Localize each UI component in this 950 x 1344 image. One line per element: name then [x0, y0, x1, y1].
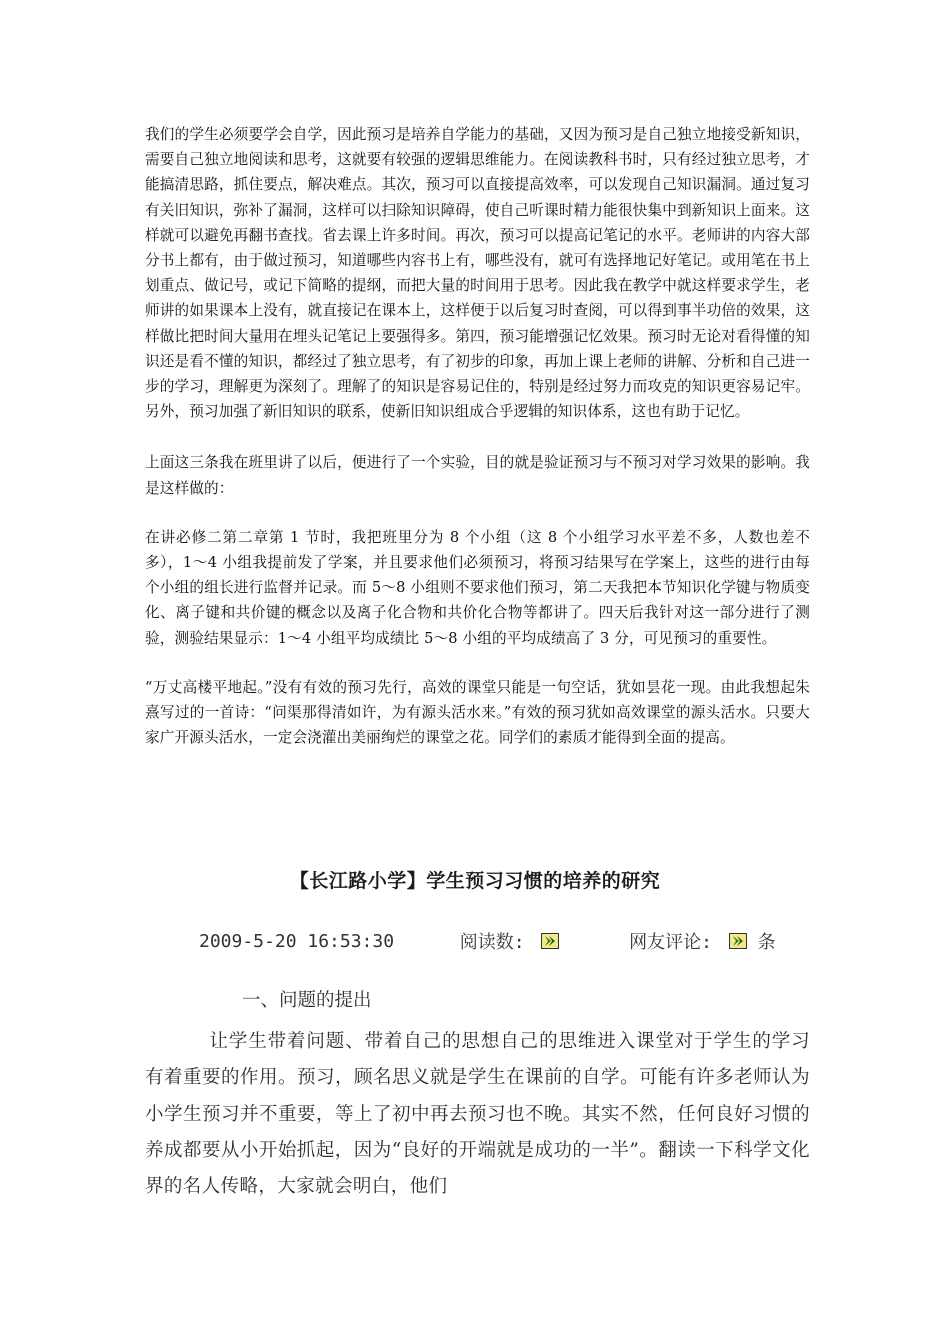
document-body	[145, 118, 810, 750]
paragraph-2: 上面这三条我在班里讲了以后，便进行了一个实验，目的就是验证预习与不预习对学习效果的影响。我是这样做的：	[145, 454, 810, 497]
paragraph-3: 在讲必修二第二章第 1 节时，我把班里分为 8 个小组（这 8 个小组学习水平差不多，人数也差不多），1～4 小组我提前发了学案，并且要求他们必须预习，将预习结果写在学案上，这些的进行由每个小组的组长进行监督并记录。而 5～8 小组则不要求他们预习，第二天我把本节知识化学键与物质变化、离子键和共价键的概念以及离子化合物和共价化合物等都讲了。四天后我针对这一部分进行了测验，测验结果显示：1～4 小组平均成绩比 5～8 小组的平均成绩高了 3 分，可见预习的重要性。	[145, 528, 810, 647]
paragraph-1: 我们的学生必须要学会自学，因此预习是培养自学能力的基础，又因为预习是自己独立地接受新知识，需要自己独立地阅读和思考，这就要有较强的逻辑思维能力。在阅读教科书时，只有经过独立思考，才能搞清思路，抓住要点，解决难点。其次，预习可以直接提高效率，可以发现自己知识漏洞。通过复习有关旧知识，弥补了漏洞，这样可以扫除知识障碍，使自己听课时精力能很快集中到新知识上面来。这样就可以避免再翻书查找。省去课上许多时间。再次，预习可以提高记笔记的水平。老师讲的内容大部分书上都有，由于做过预习，知道哪些内容书上有，哪些没有，就可有选择地记好笔记。或用笔在书上划重点、做记号，或记下简略的提纲，而把大量的时间用于思考。因此我在教学中就这样要求学生，老师讲的如果课本上没有，就直接记在课本上，这样便于以后复习时查阅，可以得到事半功倍的效果，这样做比把时间大量用在埋头记笔记上要强得多。第四，预习能增强记忆效果。预习时无论对看得懂的知识还是看不懂的知识，都经过了独立思考，有了初步的印象，再加上课上老师的讲解、分析和自己进一步的学习，理解更为深刻了。理解了的知识是容易记住的，特别是经过努力而攻克的知识更容易记牢。另外，预习加强了新旧知识的联系，使新旧知识组成合乎逻辑的知识体系，这也有助于记忆。	[145, 126, 810, 421]
comments-unit: 条	[757, 932, 776, 953]
article-date: 2009-5-20 16:53:30	[199, 930, 395, 952]
paragraph-4: “万丈高楼平地起。”没有有效的预习先行，高效的课堂只能是一句空话，犹如昙花一现。由此我想起朱熹写过的一首诗：“问渠那得清如许，为有源头活水来。”有效的预习犹如高效课堂的源头活水。只要大家广开源头活水，一定会浇灌出美丽绚烂的课堂之花。同学们的素质才能得到全面的提高。	[145, 678, 810, 747]
arrow-icon[interactable]	[729, 933, 747, 949]
article-body-text: 让学生带着问题、带着自己的思想自己的思维进入课堂对于学生的学习有着重要的作用。预习，顾名思义就是学生在课前的自学。可能有许多老师认为小学生预习并不重要，等上了初中再去预习也不晚。其实不然，任何良好习惯的养成都要从小开始抓起，因为“良好的开端就是成功的一半”。翻读一下科学文化界的名人传略，大家就会明白，他们	[145, 1031, 810, 1198]
article-meta	[199, 928, 776, 954]
reads-label: 阅读数:	[459, 932, 525, 953]
comments-label: 网友评论:	[629, 932, 712, 953]
arrow-icon[interactable]	[541, 933, 559, 949]
article-title: 【长江路小学】学生预习习惯的培养的研究	[289, 870, 661, 892]
section-title: 一、问题的提出	[242, 990, 372, 1011]
article-body	[145, 1024, 810, 1205]
